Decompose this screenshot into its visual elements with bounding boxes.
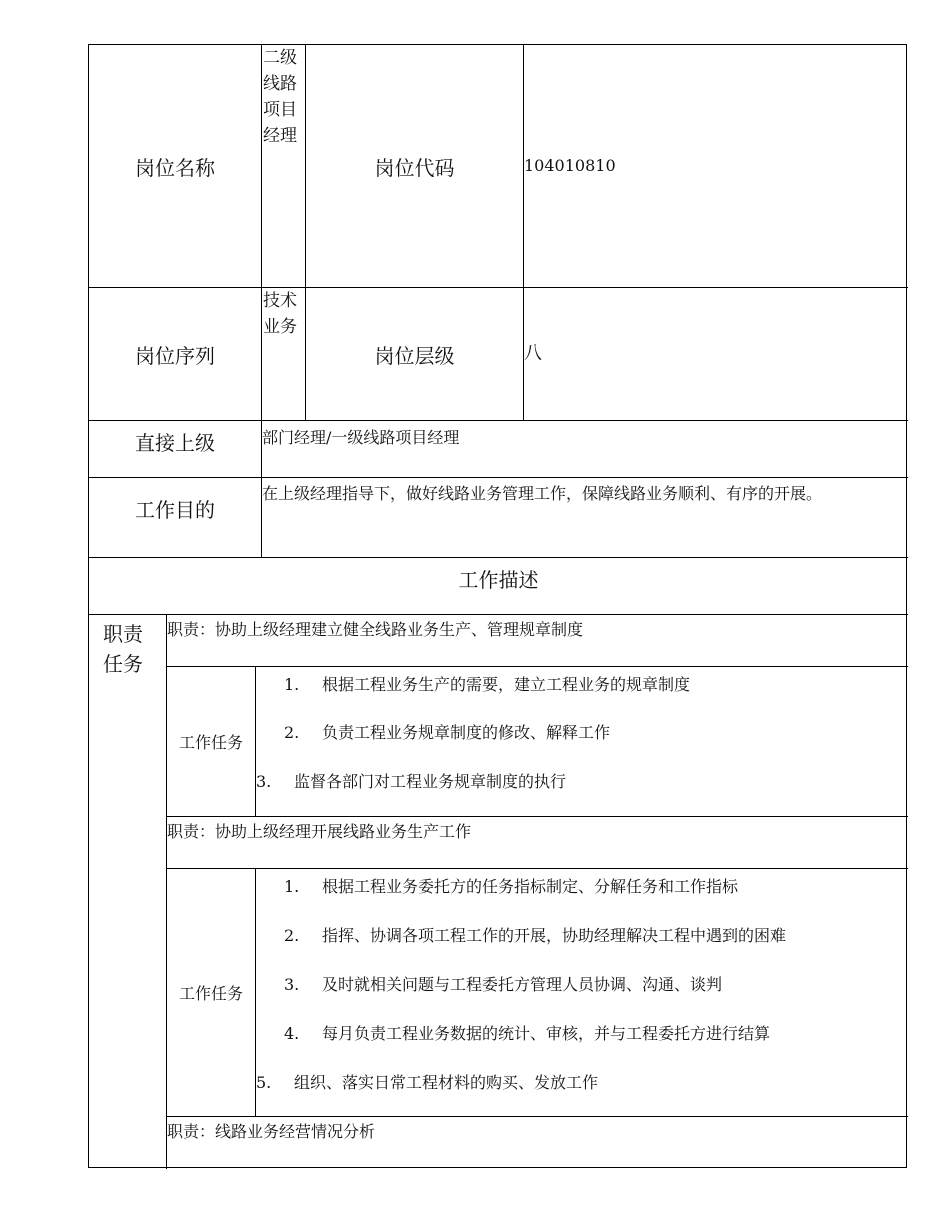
description-title: 工作描述 — [89, 557, 908, 614]
level-label: 岗位层级 — [305, 287, 523, 420]
level-value: 八 — [523, 287, 908, 420]
duties-side-cell — [89, 614, 166, 1169]
list-item: 2. 指挥、协调各项工程工作的开展，协助经理解决工程中遇到的困难 — [284, 926, 787, 945]
duty-1-task-list — [255, 666, 908, 816]
superior-value: 部门经理/一级线路项目经理 — [261, 420, 908, 477]
list-item: 1. 根据工程业务委托方的任务指标制定、分解任务和工作指标 — [284, 877, 739, 896]
superior-label: 直接上级 — [89, 420, 261, 477]
list-item: 2. 负责工程业务规章制度的修改、解释工作 — [284, 723, 611, 742]
duty-3-title: 职责：线路业务经营情况分析 — [166, 1116, 908, 1169]
duty-2-task-list — [255, 868, 908, 1116]
list-item: 3. 监督各部门对工程业务规章制度的执行 — [256, 772, 567, 791]
position-name-value: 二级线路项目经理 — [261, 45, 305, 287]
purpose-label: 工作目的 — [89, 477, 261, 557]
duty-1-title: 职责：协助上级经理建立健全线路业务生产、管理规章制度 — [166, 614, 908, 666]
duties-side-label: 职责任务 — [103, 622, 143, 676]
duty-1-task-label: 工作任务 — [166, 666, 255, 816]
list-item: 3. 及时就相关问题与工程委托方管理人员协调、沟通、谈判 — [284, 975, 723, 994]
duty-2-title: 职责：协助上级经理开展线路业务生产工作 — [166, 816, 908, 868]
sequence-value: 技术业务 — [261, 287, 305, 420]
sequence-label: 岗位序列 — [89, 287, 261, 420]
list-item: 4. 每月负责工程业务数据的统计、审核，并与工程委托方进行结算 — [284, 1024, 771, 1043]
job-description-table — [88, 44, 907, 1168]
position-code-value: 104010810 — [523, 45, 908, 287]
position-code-label: 岗位代码 — [305, 45, 523, 287]
list-item: 5. 组织、落实日常工程材料的购买、发放工作 — [256, 1073, 599, 1092]
purpose-value: 在上级经理指导下，做好线路业务管理工作，保障线路业务顺利、有序的开展。 — [261, 477, 908, 557]
list-item: 1. 根据工程业务生产的需要，建立工程业务的规章制度 — [284, 675, 691, 694]
position-name-label: 岗位名称 — [135, 155, 215, 180]
duty-2-task-label: 工作任务 — [166, 868, 255, 1116]
